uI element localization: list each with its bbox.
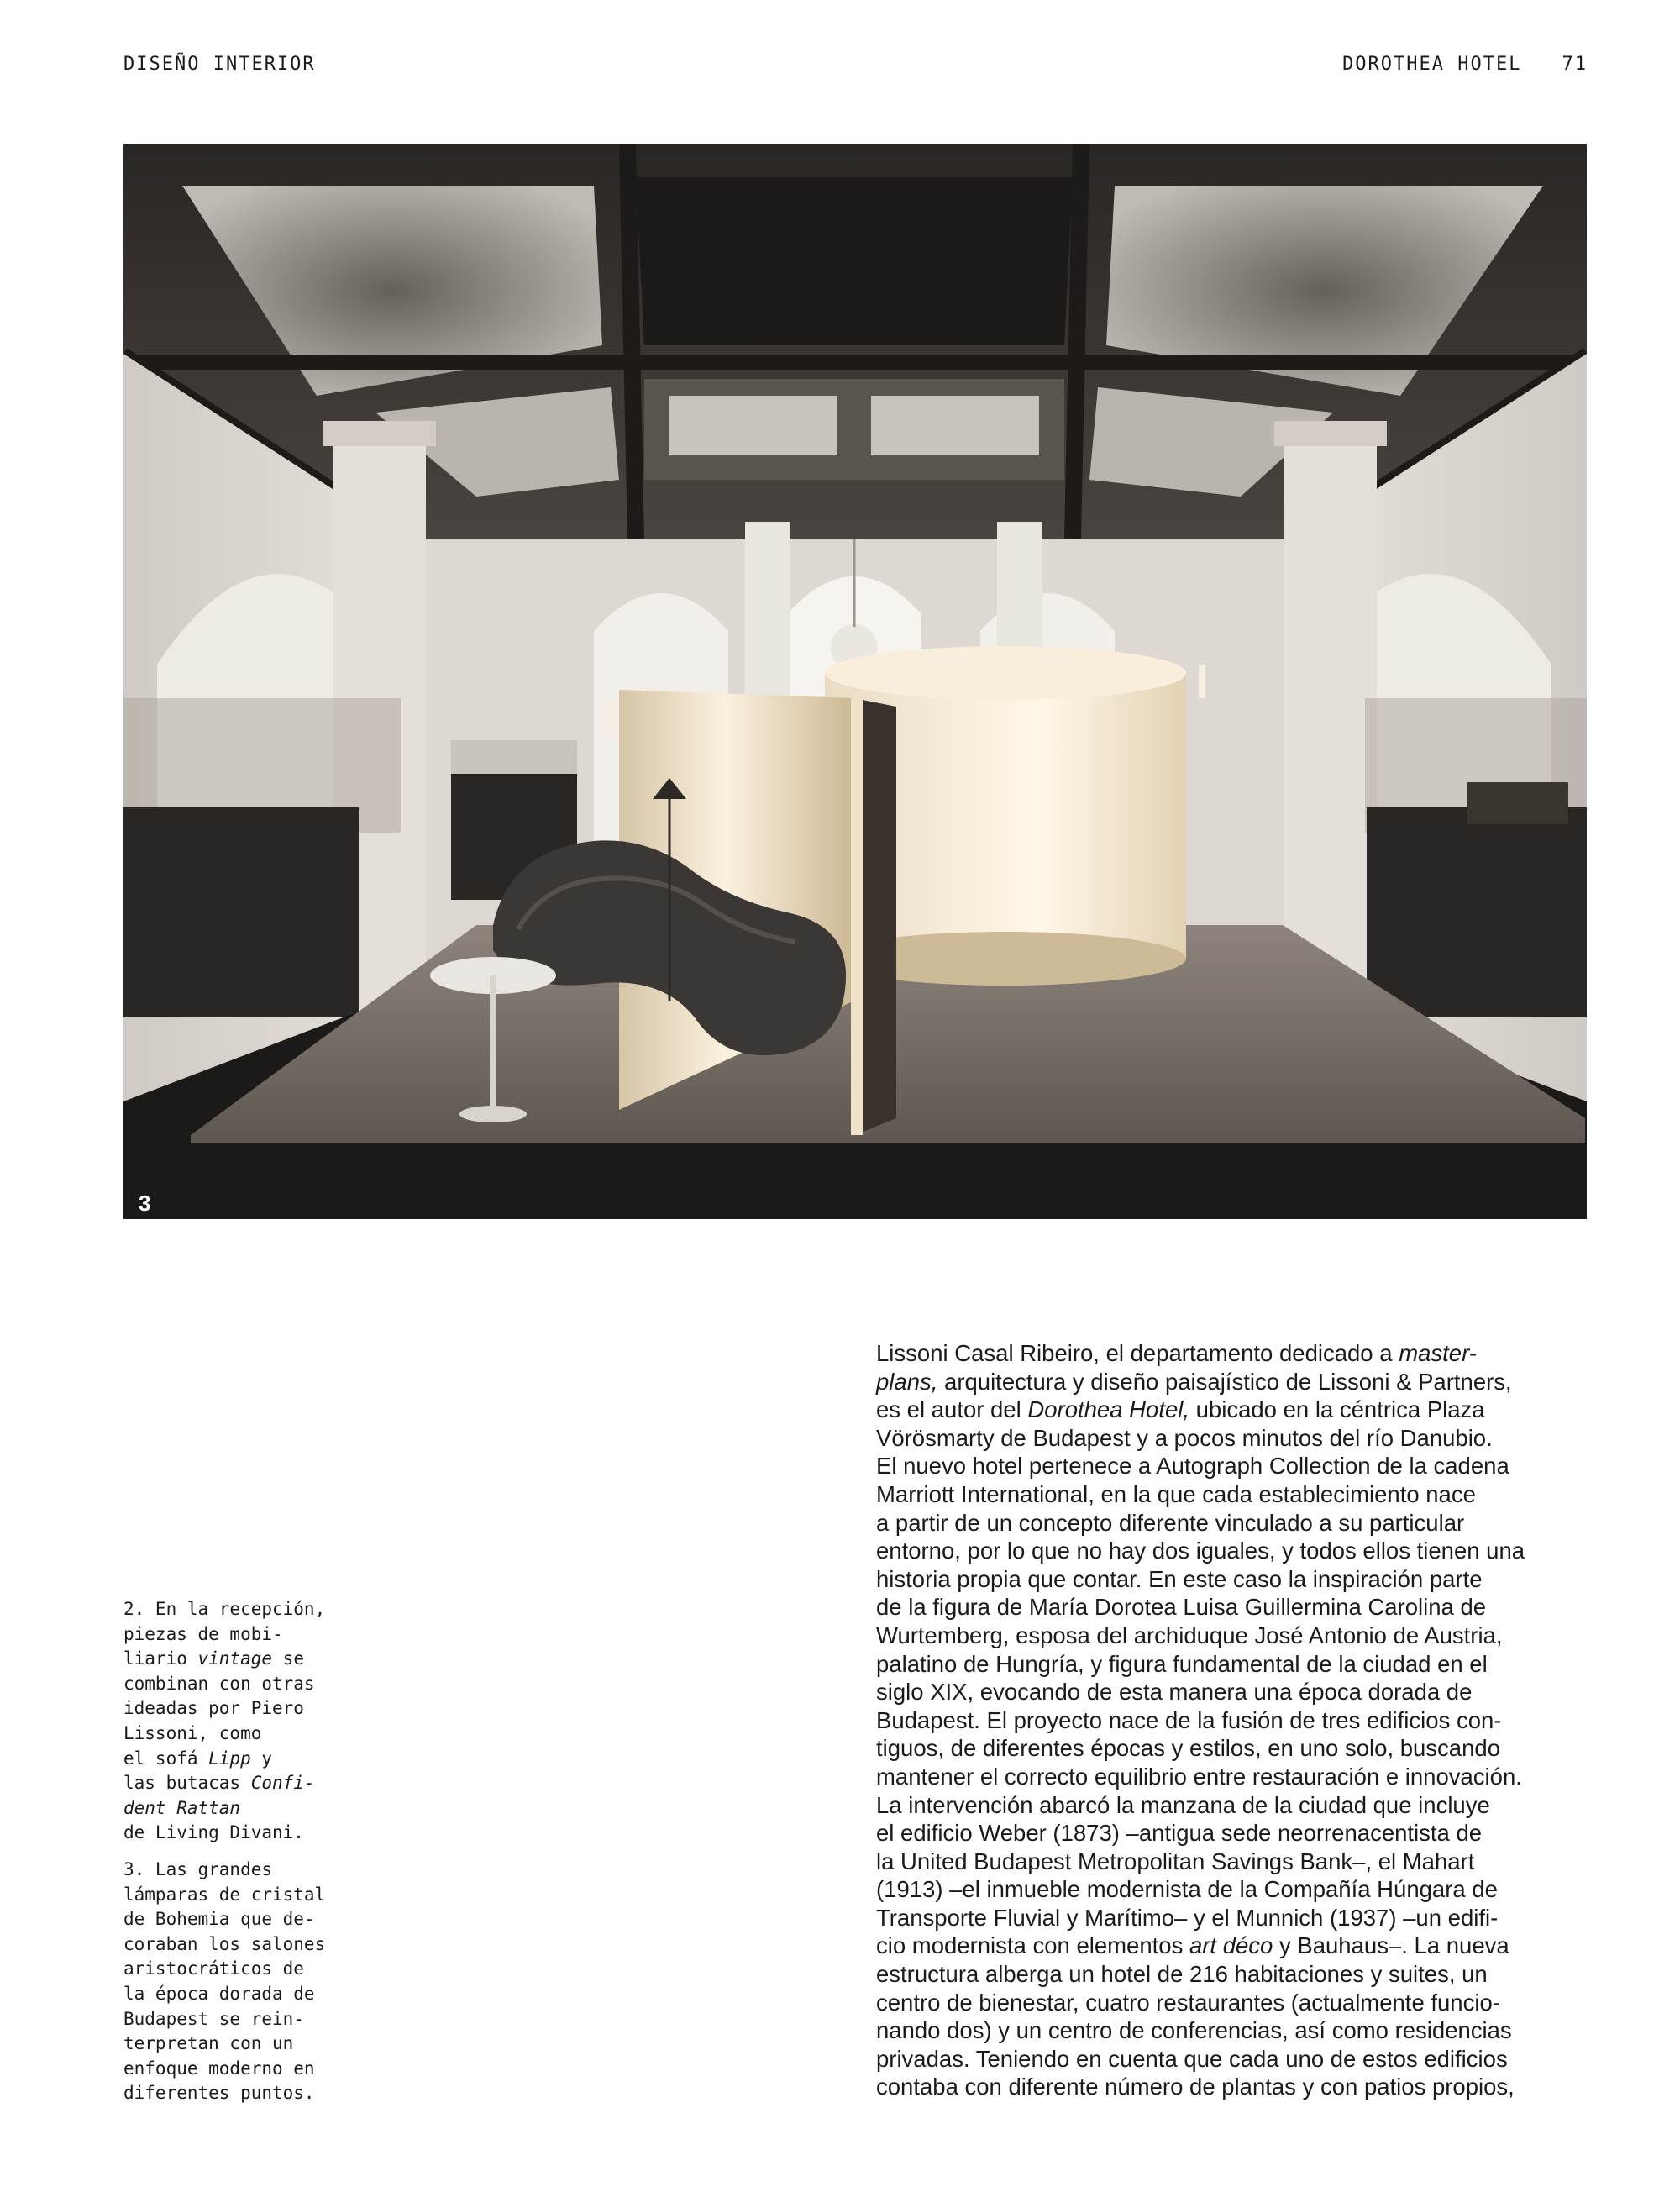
body-italic: art déco (1189, 1932, 1273, 1959)
running-header-right (1302, 54, 1588, 75)
captions (123, 1597, 342, 2106)
caption-3: 3. Las grandes lámparas de cristal de Bohemia que de- coraban los salones aristocráticos de la época dorada de Budapest se rein- terpretan con un enfoque moderno en diferentes puntos. (123, 1858, 326, 2104)
body-text: y Bauhaus–. La nueva estructura alberga un hotel de 216 habitaciones y suites, un centro de bienestar, cuatro restaurantes (actualmente funcio- nando dos) y un centro de conferencias, así como residencias privadas. Teniendo en cuenta que cada uno de estos edificios contaba con diferente número de plantas y con patios propios, (876, 1932, 1515, 2100)
body-italic: master- plans, (876, 1340, 1477, 1395)
lobby-illustration (123, 144, 1587, 1219)
caption-2-italic: vintage (197, 1648, 273, 1669)
caption-2-italic: Lipp (208, 1748, 251, 1769)
body-text: Lissoni Casal Ribeiro, el departamento dedicado a (876, 1340, 1399, 1366)
caption-2-text: y las butacas (123, 1748, 273, 1794)
body-paragraph (876, 1339, 1590, 2101)
caption-2-text: de Living Divani. (123, 1822, 304, 1843)
article-body (876, 1339, 1590, 2101)
magazine-title: DOROTHEA HOTEL (1342, 54, 1522, 75)
section-label: DISEÑO INTERIOR (123, 54, 316, 75)
hotel-lobby-photo (123, 144, 1587, 1219)
caption-2-text: se combinan con otras ideadas por Piero Lissoni, como el sofá (123, 1648, 315, 1769)
caption-2-italic: Confi- dent Rattan (123, 1773, 315, 1818)
body-text: arquitectura y diseño paisajístico de Lissoni & Partners, es el autor del (876, 1368, 1512, 1423)
page-number: 71 (1562, 54, 1588, 75)
caption-2 (123, 1597, 342, 1846)
body-italic: Dorothea Hotel, (1027, 1396, 1189, 1423)
caption-2-text: 2. En la recepción, piezas de mobi- liario (123, 1599, 326, 1669)
body-text: ubicado en la céntrica Plaza Vörösmarty de Budapest y a pocos minutos del río Danubio. El nuevo hotel pertenece a Autograph Collection de la cadena Marriott International, en la que cada establecimiento nace a partir de un concepto diferente vinculado a su particular entorno, por lo que no hay dos iguales, y todos ellos tienen una historia propia que contar. En este caso la inspiración parte de la figura de María Dorotea Luisa Guillermina Carolina de Wurtemberg, esposa del archiduque José Antonio de Austria, palatino de Hungría, y figura fundamental de la ciudad en el siglo XIX, evocando de esta manera una época dorada de Budapest. El proyecto nace de la fusión de tres edificios con- tiguos, de diferentes épocas y estilos, en uno solo, buscando mantener el correcto equilibrio entre restauración e innovación. La intervención abarcó la manzana de la ciudad que incluye el edificio Weber (1873) –antigua sede neorrenacentista de la United Budapest Metropolitan Savings Bank–, el Mahart (1913) –el inmueble modernista de la Compañía Húngara de Transporte Fluvial y Marítimo– y el Munnich (1937) –un edifi- cio modernista con elementos (876, 1396, 1525, 1959)
figure-number: 3 (139, 1191, 151, 1216)
